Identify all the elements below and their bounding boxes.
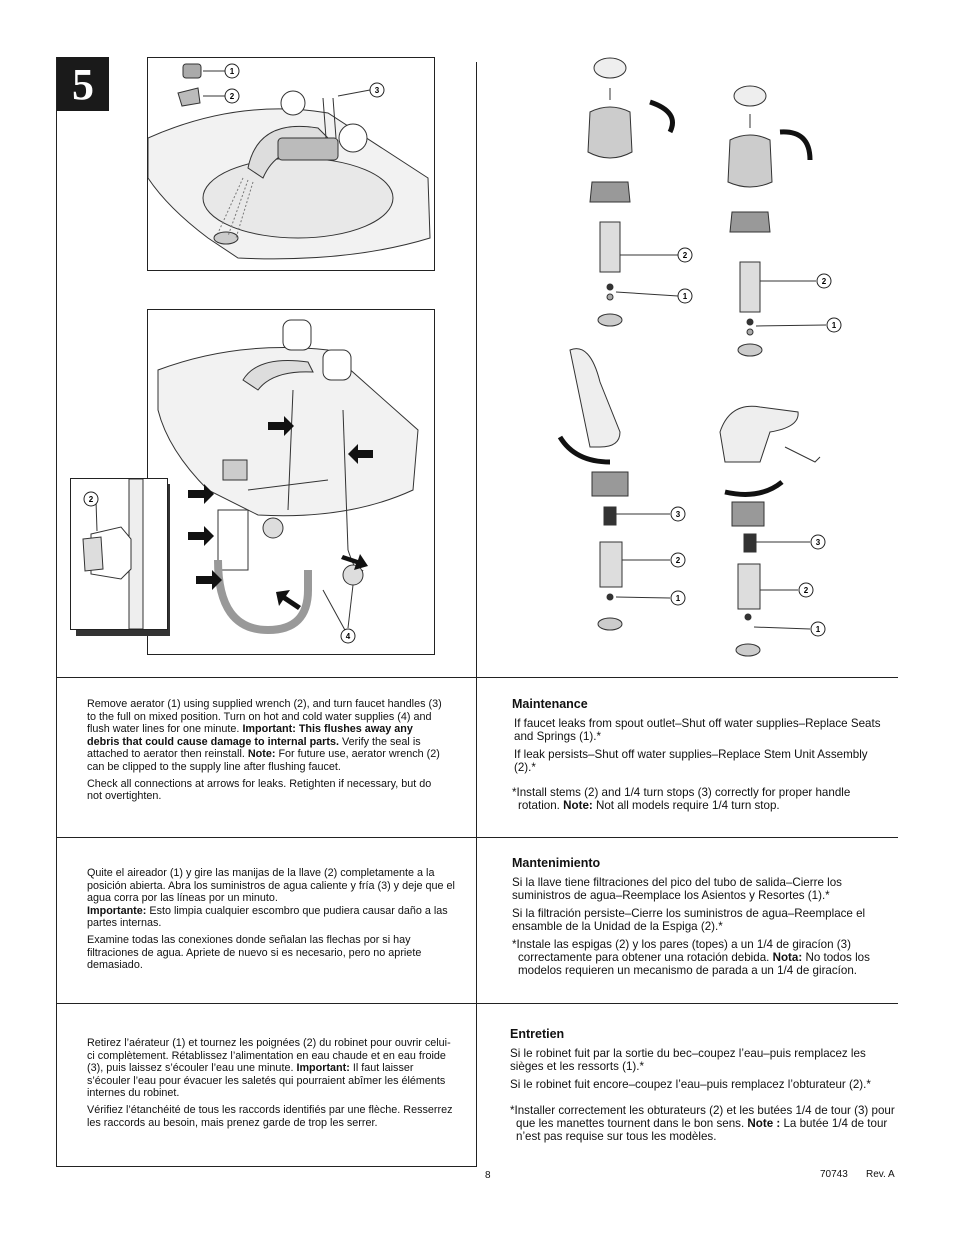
english-paragraph-1: Remove aerator (1) using supplied wrench (2), and turn faucet handles (3) to the full on mixed position. Turn on hot and cold water supplies (4) and flush water lines for one minute. Important: This flushes away any debris that could cause damage to internal parts. Verify the seal is attached to aerator then reinstall. Note: For future use, aerator wrench (2) can be clipped to the supply line after flushing faucet. [87, 698, 442, 773]
maintenance-p1: If faucet leaks from spout outlet–Shut off water supplies–Replace Seats and Springs (1).* [514, 717, 881, 743]
exploded-valve-diagrams [520, 52, 850, 664]
maintenance-p3: *Install stems (2) and 1/4 turn stops (3) correctly for proper handle rotation. Note: Not all models require 1/4 turn stop. [512, 786, 851, 812]
entretien-p1: Si le robinet fuit par la sortie du bec–coupez l’eau–puis remplacez les sièges et les ressorts (1).* [510, 1047, 866, 1073]
callout-tr-1: 1 [831, 321, 837, 330]
maintenance-title: Maintenance [512, 697, 588, 711]
english-instructions [87, 698, 447, 807]
callout-1: 1 [229, 67, 235, 76]
callout-br-3: 3 [815, 538, 821, 547]
frame-bottom [56, 1166, 476, 1167]
callout-tl-1: 1 [682, 292, 688, 301]
flush-illustration [147, 57, 435, 271]
connections-illustration [147, 309, 435, 655]
callout-tr-2: 2 [821, 277, 827, 286]
callout-br-1: 1 [815, 625, 821, 634]
valve-exploded-drawing [520, 52, 850, 664]
entretien-p2: Si le robinet fuit encore–coupez l’eau–puis remplacez l’obturateur (2).* [510, 1078, 871, 1091]
callout-3: 3 [374, 86, 380, 95]
maintenance-p2: If leak persists–Shut off water supplies–Replace Stem Unit Assembly (2).* [514, 748, 868, 774]
under-sink-drawing [148, 310, 434, 654]
callout-4: 4 [345, 632, 351, 641]
row-divider-3 [56, 1003, 898, 1004]
mantenimiento-p2: Si la filtración persiste–Cierre los suministros de agua–Reemplace el ensamble de la Unidad de la Espiga (2).* [512, 907, 866, 933]
revision: Rev. A [866, 1169, 895, 1180]
callout-bl-2: 2 [675, 556, 681, 565]
center-divider [476, 62, 477, 1167]
french-paragraph-2: Vérifiez l’étanchéité de tous les raccords identifiés par une flèche. Resserrez les raccords au besoin, mais prenez garde de trop les serrer. [87, 1103, 453, 1129]
row-divider-2 [56, 837, 898, 838]
wrench-clip-drawing [71, 479, 167, 629]
callout-2-inset: 2 [88, 495, 94, 504]
entretien-p3: *Installer correctement les obturateurs (2) et les butées 1/4 de tour (3) pour que les manettes tournent dans le bon sens. Note : La butée 1/4 de tour n’est pas requise sur tous les modèles. [510, 1104, 895, 1143]
callout-bl-3: 3 [675, 510, 681, 519]
mantenimiento-p1: Si la llave tiene filtraciones del pico del tubo de salida–Cierre los suministros de agua–Reemplace los Asientos y Resortes (1).* [512, 876, 842, 902]
sink-faucet-drawing [148, 58, 434, 270]
mantenimiento-p3: *Instale las espigas (2) y los pares (topes) a un 1/4 de giracíon (3) correctamente para obtener una rotación debida. Nota: No todos los modelos requieren un mecanismo de parada a un 1/4 de giracíon. [512, 938, 870, 977]
french-instructions [87, 1037, 457, 1133]
mantenimiento-title: Mantenimiento [512, 856, 601, 870]
spanish-instructions [87, 867, 457, 976]
frame-left [56, 57, 57, 1167]
maintenance-section [512, 698, 887, 817]
step-number: 5 [57, 57, 109, 111]
french-paragraph-1: Retirez l’aérateur (1) et tournez les poignées (2) du robinet pour ouvrir celui-ci complètement. Rétablissez l’alimentation en eau chaude et en eau froide (3), puis laissez s’écouler l’eau une minute. Important: Il faut laisser s’écouler l’eau pour évacuer les saletés qui pourraient abîmer les éléments internes du robinet. [87, 1037, 451, 1100]
entretien-section [510, 1028, 902, 1148]
wrench-clip-inset [70, 478, 168, 630]
entretien-title: Entretien [510, 1027, 565, 1041]
page-number: 8 [485, 1170, 491, 1181]
row-divider-1 [56, 677, 898, 678]
document-number: 70743 [820, 1169, 848, 1180]
callout-br-2: 2 [803, 586, 809, 595]
callout-2: 2 [229, 92, 235, 101]
spanish-paragraph-2: Examine todas las conexiones donde señalan las flechas por si hay filtraciones de agua. Apriete de nuevo si es necesario, pero no apriete demasiado. [87, 933, 422, 972]
callout-tl-2: 2 [682, 251, 688, 260]
spanish-paragraph-1: Quite el aireador (1) y gire las manijas de la llave (2) completamente a la posición abierta. Abra los suministros de agua caliente y fría (3) y deje que el agua corra por las líneas por un minuto. Importante: Esto limpia cualquier escombro que pudiera causar daño a las partes internas. [87, 867, 455, 930]
callout-bl-1: 1 [675, 594, 681, 603]
english-paragraph-2: Check all connections at arrows for leaks. Retighten if necessary, but do not overtighten. [87, 777, 432, 803]
mantenimiento-section [512, 857, 902, 982]
